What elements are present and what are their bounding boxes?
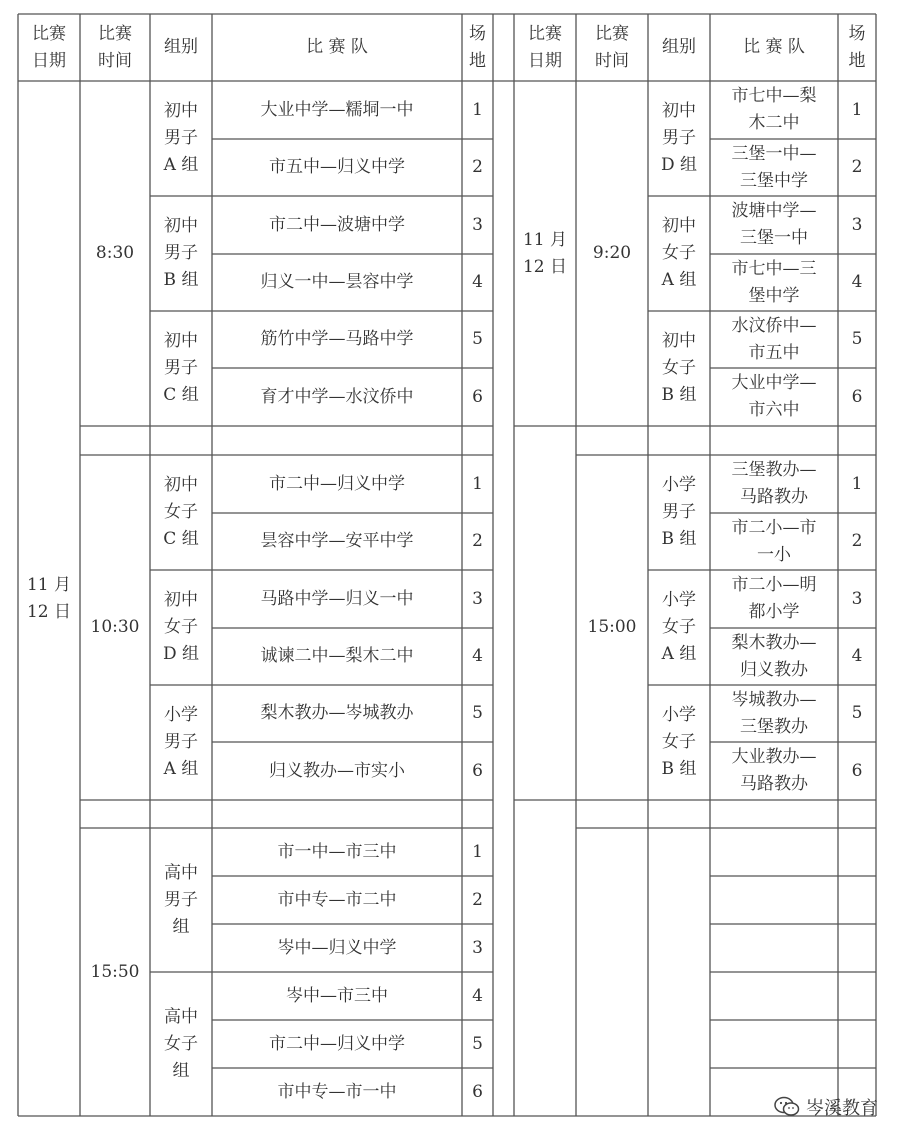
match-venue: 2 — [851, 531, 863, 551]
match-venue: 2 — [851, 157, 863, 177]
match-teams: 市二中—归义中学 — [269, 1033, 405, 1054]
match-venue: 6 — [472, 1081, 483, 1102]
match-teams: 三堡一中— 三堡中学 — [731, 143, 817, 191]
match-teams: 波塘中学— 三堡一中 — [731, 201, 817, 248]
match-teams: 市二中—波塘中学 — [269, 214, 405, 235]
group-name: 初中 女子 D 组 — [162, 590, 200, 664]
match-venue: 3 — [851, 214, 863, 235]
match-venue: 6 — [472, 386, 483, 407]
match-venue: 4 — [472, 985, 483, 1006]
group-name: 小学 男子 A 组 — [163, 705, 199, 779]
match-teams: 育才中学—水汶侨中 — [260, 386, 414, 407]
match-venue: 5 — [851, 703, 863, 723]
match-venue: 3 — [472, 937, 483, 958]
group-name: 小学 女子 B 组 — [661, 705, 697, 779]
match-teams: 大业教办— 马路教办 — [731, 747, 817, 794]
match-teams: 市五中—归义中学 — [269, 157, 405, 177]
match-venue: 1 — [851, 99, 863, 120]
match-venue: 5 — [851, 329, 863, 349]
match-venue: 3 — [472, 214, 483, 235]
session-time: 9:20 — [592, 243, 632, 263]
match-teams: 梨木教办— 归义教办 — [731, 632, 817, 680]
match-venue: 5 — [472, 1033, 483, 1054]
group-name: 初中 女子 A 组 — [661, 216, 697, 290]
header-date: 比赛 日期 — [32, 23, 66, 71]
match-venue: 4 — [472, 646, 483, 666]
match-teams: 市七中—三 堡中学 — [731, 258, 817, 306]
match-venue: 6 — [472, 760, 483, 781]
match-teams: 市中专—市二中 — [277, 889, 397, 910]
header-group: 组别 — [164, 37, 198, 57]
match-venue: 4 — [851, 272, 863, 292]
match-venue: 6 — [851, 760, 863, 781]
session-time: 10:30 — [90, 617, 140, 637]
match-teams: 筋竹中学—马路中学 — [260, 329, 414, 349]
header-time: 比赛 时间 — [98, 23, 132, 71]
match-teams: 归义一中—昙容中学 — [260, 272, 414, 292]
group-name: 高中 女子 组 — [164, 1006, 198, 1081]
group-name: 初中 女子 B 组 — [661, 331, 697, 405]
match-teams: 市七中—梨 木二中 — [731, 86, 817, 133]
group-name: 初中 男子 B 组 — [163, 216, 199, 290]
match-teams: 大业中学— 市六中 — [731, 373, 817, 420]
group-name: 小学 女子 A 组 — [661, 590, 697, 664]
match-venue: 5 — [472, 703, 483, 723]
group-name: 初中 男子 D 组 — [660, 101, 698, 175]
match-teams: 诚谏二中—梨木二中 — [260, 646, 414, 666]
match-teams: 岑中—归义中学 — [277, 937, 397, 958]
match-venue: 1 — [472, 473, 483, 494]
match-teams: 市二中—归义中学 — [269, 473, 405, 494]
match-teams: 岑城教办— 三堡教办 — [731, 689, 817, 737]
match-teams: 市二小—明 都小学 — [731, 575, 817, 622]
match-teams: 市中专—市一中 — [277, 1081, 397, 1102]
match-venue: 2 — [472, 889, 483, 910]
header-date: 比赛 日期 — [528, 23, 562, 71]
match-teams: 马路中学—归义一中 — [260, 588, 414, 609]
header-group: 组别 — [662, 37, 696, 57]
session-time: 15:00 — [587, 617, 637, 637]
match-venue: 2 — [472, 157, 483, 177]
match-date: 11 月 12 日 — [522, 229, 568, 277]
group-name: 初中 女子 C 组 — [163, 475, 199, 549]
match-teams: 水汶侨中— 市五中 — [731, 315, 817, 363]
header-venue: 场 地 — [848, 23, 866, 71]
match-venue: 1 — [472, 99, 483, 120]
header-venue: 场 地 — [469, 23, 486, 71]
match-venue: 2 — [472, 531, 483, 551]
match-teams: 岑中—市三中 — [286, 985, 388, 1006]
match-venue: 5 — [472, 329, 483, 349]
match-date: 11 月 12 日 — [26, 574, 72, 622]
match-teams: 归义教办—市实小 — [269, 760, 405, 781]
match-teams: 市二小—市 一小 — [731, 517, 817, 565]
match-teams: 昙容中学—安平中学 — [260, 531, 414, 551]
header-teams: 比 赛 队 — [306, 37, 368, 57]
match-venue: 1 — [851, 473, 863, 494]
watermark — [774, 1094, 878, 1120]
match-teams: 三堡教办— 马路教办 — [731, 460, 817, 507]
match-teams: 梨木教办—岑城教办 — [260, 703, 414, 723]
header-time: 比赛 时间 — [595, 23, 629, 71]
match-venue: 4 — [851, 646, 863, 666]
match-venue: 3 — [472, 588, 483, 609]
match-venue: 3 — [851, 588, 863, 609]
match-teams: 大业中学—糯垌一中 — [260, 99, 414, 120]
group-name: 小学 男子 B 组 — [661, 475, 697, 549]
group-name: 初中 男子 A 组 — [163, 101, 199, 175]
match-venue: 1 — [472, 841, 483, 862]
match-venue: 4 — [472, 272, 483, 292]
session-time: 15:50 — [90, 961, 140, 982]
match-teams: 市一中—市三中 — [277, 841, 397, 862]
wechat-icon — [774, 1096, 800, 1118]
header-teams: 比 赛 队 — [743, 37, 805, 57]
group-name: 高中 男子 组 — [164, 862, 198, 937]
match-venue: 6 — [851, 386, 863, 407]
group-name: 初中 男子 C 组 — [163, 331, 199, 405]
watermark-text: 岑溪教育 — [806, 1098, 878, 1119]
session-time: 8:30 — [95, 243, 135, 263]
